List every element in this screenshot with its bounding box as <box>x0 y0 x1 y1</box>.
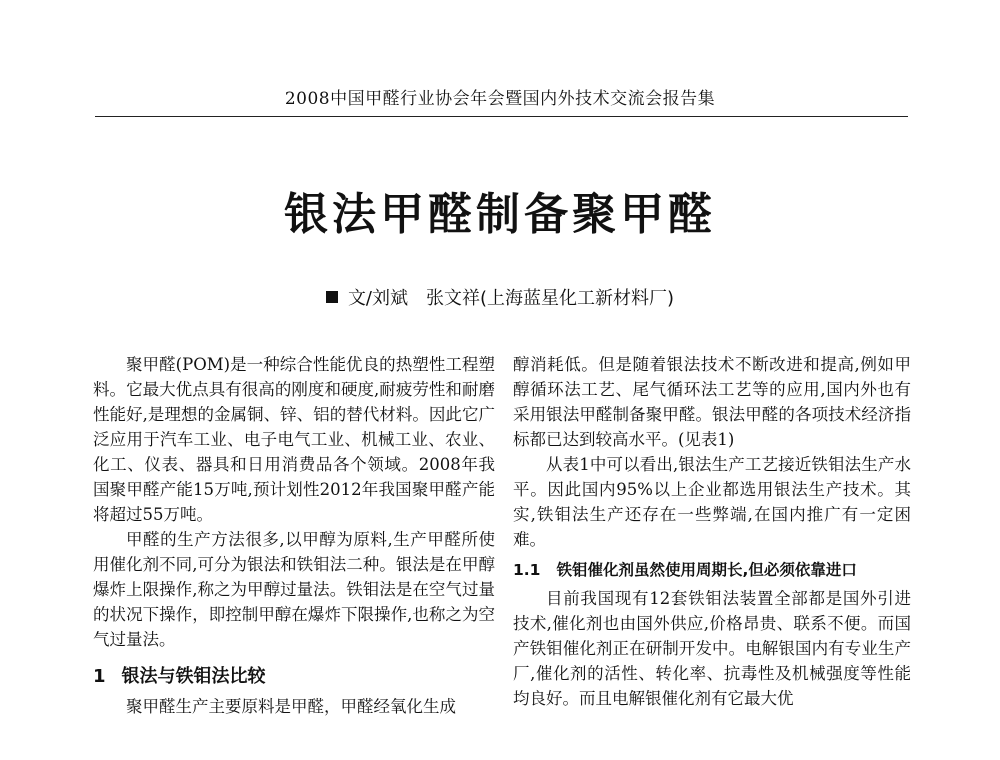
right-column <box>513 352 911 711</box>
running-header: 2008中国甲醛行业协会年会暨国内外技术交流会报告集 <box>284 89 716 109</box>
header-rule <box>95 116 908 117</box>
section-heading <box>93 662 495 688</box>
section-title: 银法与铁钼法比较 <box>121 666 266 687</box>
subsection-heading <box>513 558 911 580</box>
left-column <box>93 352 495 719</box>
section-number: 1 <box>93 666 106 687</box>
paragraph: 聚甲醛生产主要原料是甲醛，甲醛经氧化生成 <box>126 697 456 716</box>
paragraph: 醇消耗低。但是随着银法技术不断改进和提高,例如甲醇循环法工艺、尾气循环法工艺等的应用,国内外也有采用银法甲醛制备聚甲醛。银法甲醛的各项技术经济指标都已达到较高水平。(见表1) <box>513 355 911 449</box>
paragraph: 甲醛的生产方法很多,以甲醇为原料,生产甲醛所使用催化剂不同,可分为银法和铁钼法二种。银法是在甲醇爆炸上限操作,称之为甲醇过量法。铁钼法是在空气过量的状况下操作，即控制甲醇在爆炸下限操作,也称之为空气过量法。 <box>93 530 495 649</box>
square-bullet-icon <box>326 291 338 303</box>
section-number: 1.1 <box>513 561 541 579</box>
byline <box>0 284 1000 310</box>
byline-text: 文/刘斌 张文祥(上海蓝星化工新材料厂) <box>347 288 675 309</box>
article-title: 银法甲醛制备聚甲醛 <box>284 189 716 240</box>
paragraph: 从表1中可以看出,银法生产工艺接近铁钼法生产水平。因此国内95%以上企业都选用银法生产技术。其实,铁钼法生产还存在一些弊端,在国内推广有一定困难。 <box>513 455 911 549</box>
section-title: 铁钼催化剂虽然使用周期长,但必须依靠进口 <box>556 561 857 579</box>
paragraph: 目前我国现有12套铁钼法装置全部都是国外引进技术,催化剂也由国外供应,价格昂贵、联系不便。而国产铁钼催化剂正在研制开发中。电解银国内有专业生产厂,催化剂的活性、转化率、抗毒性及机械强度等性能均良好。而且电解银催化剂有它最大优 <box>513 589 911 708</box>
paragraph: 聚甲醛(POM)是一种综合性能优良的热塑性工程塑料。它最大优点具有很高的刚度和硬度,耐疲劳性和耐磨性能好,是理想的金属铜、锌、铝的替代材料。因此它广泛应用于汽车工业、电子电气工业、机械工业、农业、化工、仪表、器具和日用消费品各个领域。2008年我国聚甲醛产能15万吨,预计划性2012年我国聚甲醛产能将超过55万吨。 <box>93 355 495 524</box>
